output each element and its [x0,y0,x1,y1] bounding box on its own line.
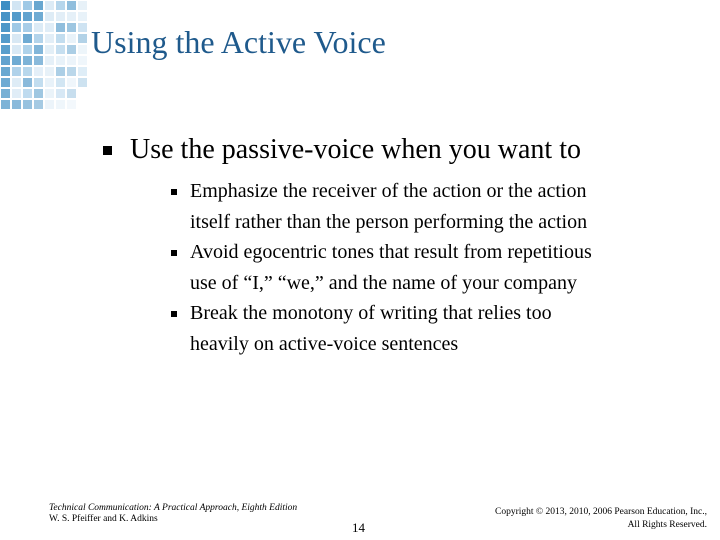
mosaic-tile [45,78,54,87]
sub-bullet-item [171,298,671,359]
mosaic-tile [34,78,43,87]
mosaic-tile [56,100,65,109]
mosaic-tile [23,12,32,21]
mosaic-tile [1,100,10,109]
mosaic-tile [23,34,32,43]
mosaic-tile [12,45,21,54]
sub-bullet-marker [171,250,177,256]
mosaic-tile [34,67,43,76]
mosaic-tile [12,34,21,43]
mosaic-tile [12,78,21,87]
mosaic-tile [12,56,21,65]
mosaic-tile [12,100,21,109]
mosaic-tile [34,89,43,98]
mosaic-tile [45,23,54,32]
mosaic-tile [34,56,43,65]
mosaic-tile [23,89,32,98]
mosaic-tile [1,56,10,65]
footer-citation [49,503,297,525]
sub-bullet-line: Avoid egocentric tones that result from repetitious [190,241,592,263]
copyright-line: Copyright © 2013, 2010, 2006 Pearson Education, Inc., [495,507,707,517]
mosaic-tile [1,78,10,87]
copyright-line: All Rights Reserved. [627,520,707,530]
sub-bullet-line: Break the monotony of writing that relies too [190,302,552,324]
mosaic-tile [67,67,76,76]
slide-title: Using the Active Voice [91,24,386,60]
mosaic-tile [56,78,65,87]
mosaic-tile [56,34,65,43]
mosaic-tile [1,12,10,21]
mosaic-tile [67,78,76,87]
mosaic-tile [78,67,87,76]
mosaic-tile [1,34,10,43]
mosaic-tile [1,45,10,54]
mosaic-tile [1,23,10,32]
mosaic-tile [78,56,87,65]
mosaic-tile [78,34,87,43]
mosaic-tile [12,89,21,98]
footer-book-title: Technical Communication: A Practical Approach, Eighth Edition [49,503,298,513]
main-bullet-marker [103,146,112,155]
mosaic-tile [67,34,76,43]
mosaic-tile [45,12,54,21]
decorative-tile-mosaic [0,0,90,110]
sub-bullet-list [171,176,671,359]
mosaic-tile [23,78,32,87]
footer-copyright [495,506,707,532]
mosaic-tile [23,23,32,32]
mosaic-tile [56,1,65,10]
mosaic-tile [45,45,54,54]
mosaic-tile [45,89,54,98]
mosaic-tile [56,56,65,65]
mosaic-tile [23,100,32,109]
mosaic-tile [78,23,87,32]
mosaic-tile [12,23,21,32]
sub-bullet-marker [171,311,177,317]
mosaic-tile [1,67,10,76]
mosaic-tile [23,67,32,76]
sub-bullet-line: Emphasize the receiver of the action or the action [190,180,587,202]
mosaic-tile [45,67,54,76]
mosaic-tile [56,89,65,98]
mosaic-tile [34,12,43,21]
mosaic-tile [78,1,87,10]
sub-bullet-line: itself rather than the person performing the action [190,210,588,233]
mosaic-tile [34,45,43,54]
mosaic-tile [34,1,43,10]
main-bullet-text: Use the passive-voice when you want to [130,134,581,165]
sub-bullet-line: use of “I,” “we,” and the name of your company [190,271,578,294]
mosaic-tile [56,45,65,54]
mosaic-tile [1,89,10,98]
sub-bullet-marker [171,189,177,195]
mosaic-tile [67,100,76,109]
mosaic-tile [67,12,76,21]
mosaic-tile [12,67,21,76]
mosaic-tile [34,23,43,32]
mosaic-tile [45,1,54,10]
mosaic-tile [34,34,43,43]
mosaic-tile [45,34,54,43]
mosaic-tile [78,78,87,87]
mosaic-tile [45,100,54,109]
page-number: 14 [352,520,365,535]
footer-authors: W. S. Pfeiffer and K. Adkins [49,514,158,524]
sub-bullet-line: heavily on active-voice sentences [190,332,459,355]
sub-bullet-item [171,176,671,237]
mosaic-tile [67,23,76,32]
sub-bullet-item [171,237,671,298]
mosaic-tile [12,1,21,10]
mosaic-tile [34,100,43,109]
mosaic-tile [67,45,76,54]
mosaic-tile [56,12,65,21]
mosaic-tile [23,45,32,54]
mosaic-tile [56,67,65,76]
mosaic-tile [1,1,10,10]
mosaic-tile [45,56,54,65]
mosaic-tile [78,12,87,21]
mosaic-tile [67,1,76,10]
mosaic-tile [12,12,21,21]
mosaic-tile [67,89,76,98]
mosaic-tile [78,45,87,54]
mosaic-tile [23,56,32,65]
mosaic-tile [56,23,65,32]
mosaic-tile [23,1,32,10]
mosaic-tile [67,56,76,65]
